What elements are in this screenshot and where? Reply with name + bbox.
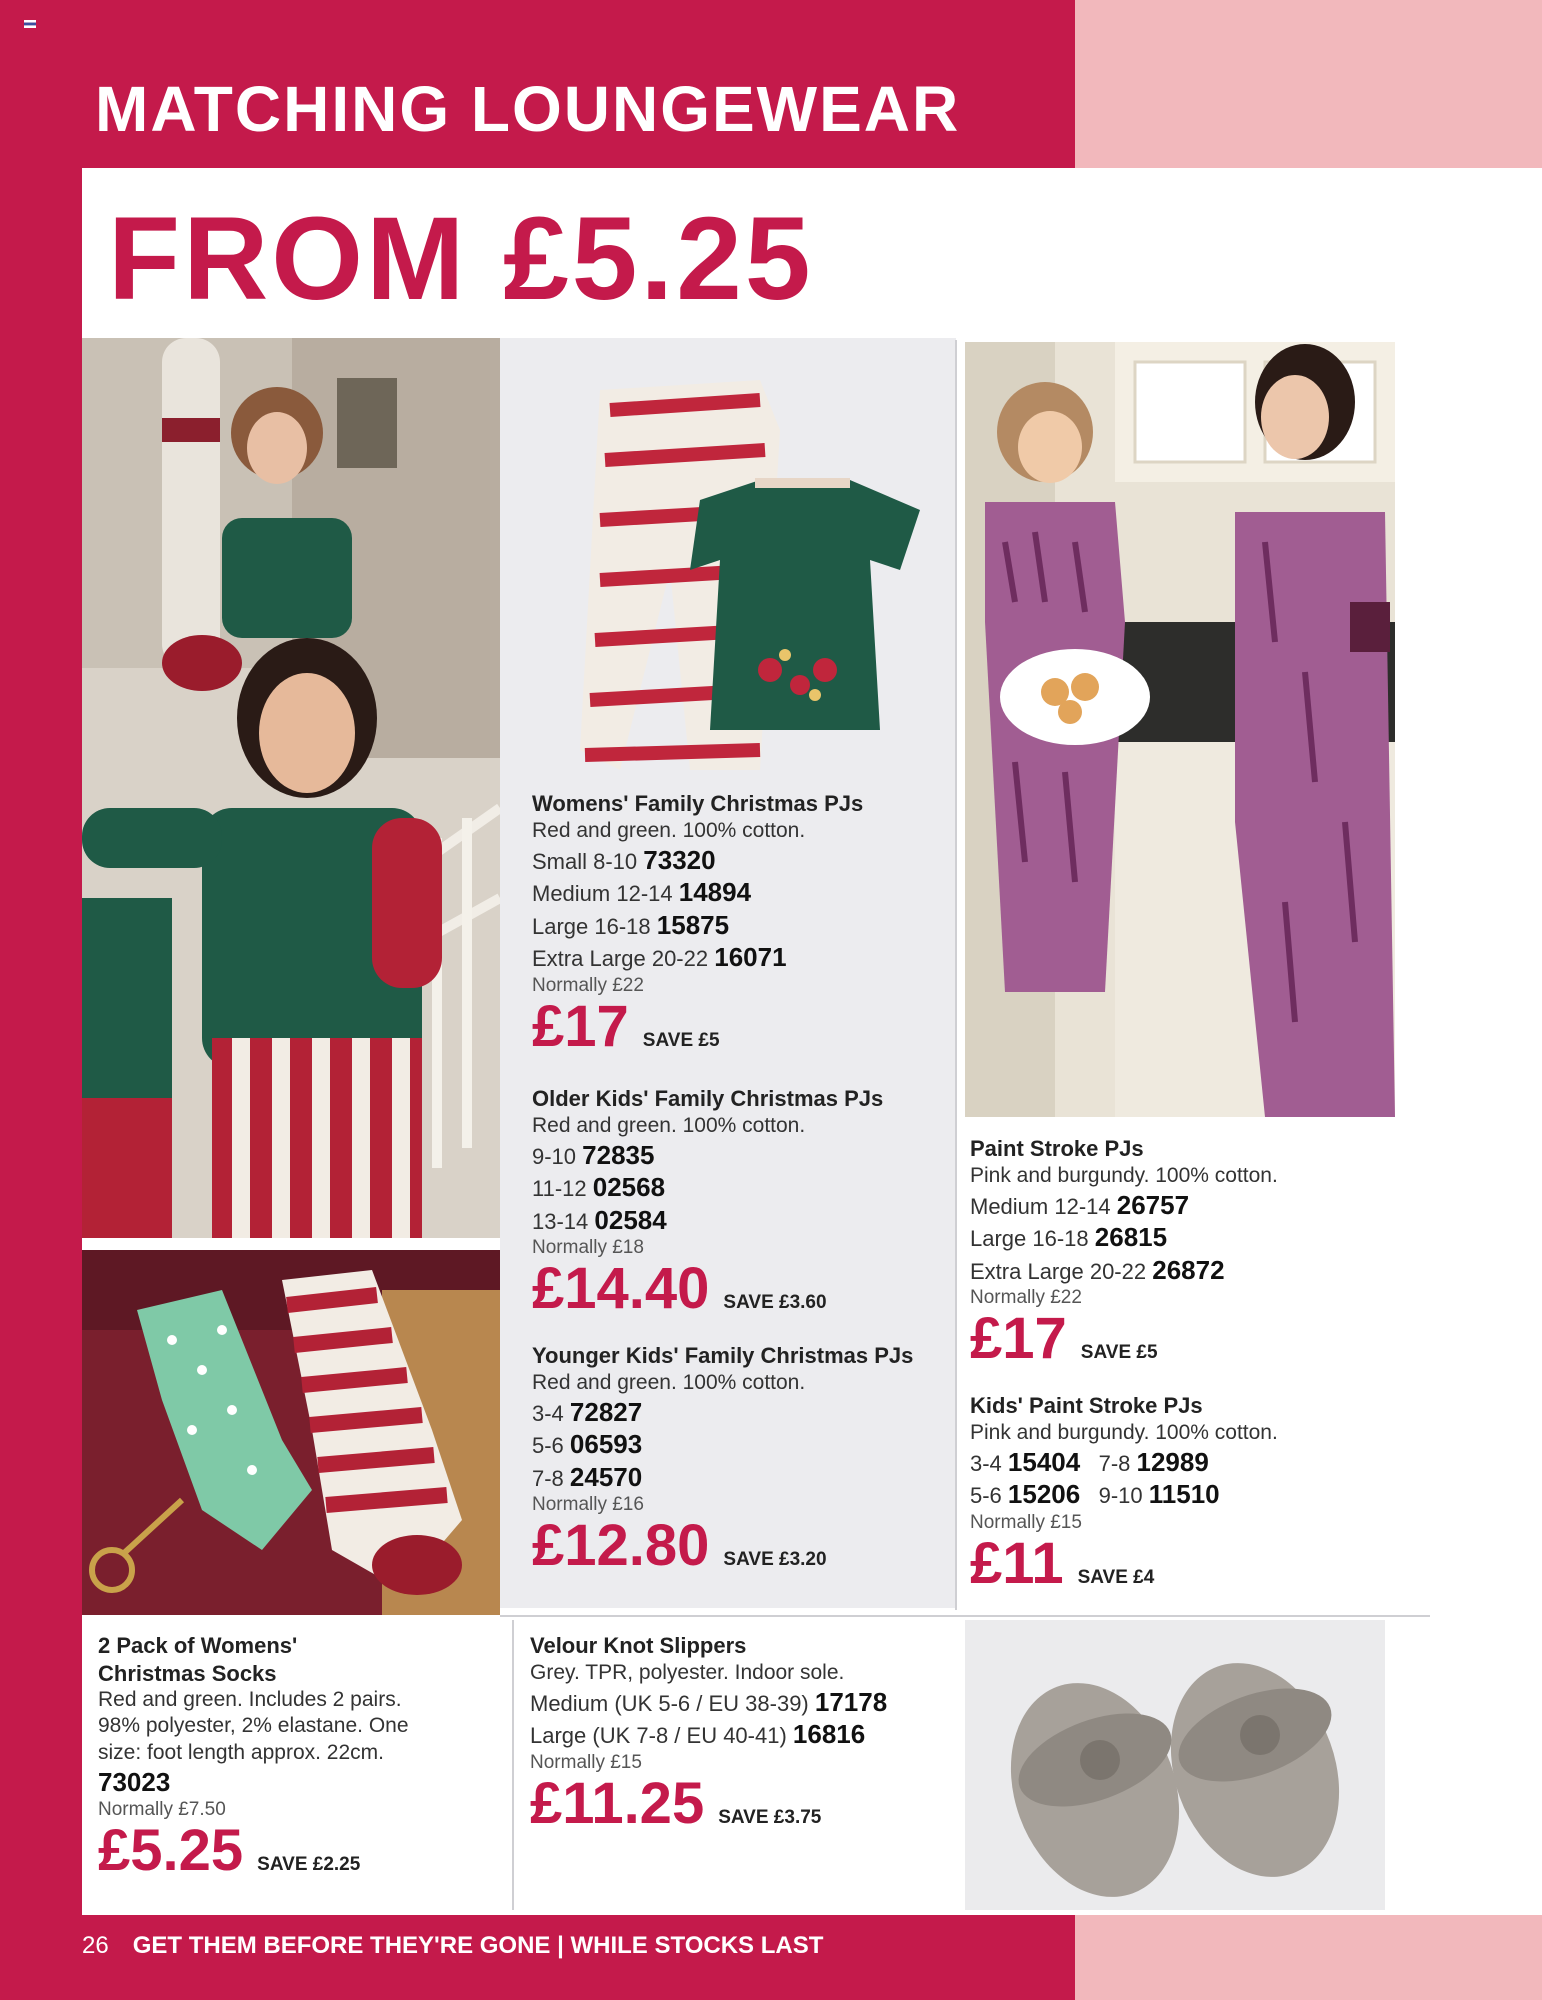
size-line: 5-6 15206 9-10 11510	[970, 1479, 1220, 1510]
product-desc: Red and green. 100% cotton.	[532, 818, 806, 842]
save-badge: SAVE £5	[642, 1029, 720, 1051]
product-desc: Pink and burgundy. 100% cotton.	[970, 1420, 1278, 1444]
size-line: Large 16-18 26815	[970, 1222, 1168, 1253]
sale-price: £5.25	[98, 1818, 244, 1883]
size-line: Medium 12-14 14894	[532, 877, 752, 908]
product-name: Older Kids' Family Christmas PJs	[532, 1086, 884, 1111]
womens-pjs-info	[532, 790, 864, 1059]
normal-price: Normally £16	[532, 1494, 644, 1516]
size-line: Extra Large 20-22 26872	[970, 1254, 1225, 1285]
save-badge: SAVE £3.75	[718, 1806, 822, 1828]
normal-price: Normally £15	[970, 1511, 1082, 1533]
normal-price: Normally £22	[532, 974, 644, 996]
headline-price: FROM £5.25	[108, 193, 814, 325]
size-line: Small 8-10 73320	[532, 844, 716, 875]
footer	[82, 1932, 823, 1960]
normal-price: Normally £22	[970, 1287, 1082, 1309]
paint-stroke-pjs-photo	[965, 342, 1395, 1117]
save-badge: SAVE £5	[1080, 1342, 1158, 1363]
header-pink-block	[1075, 0, 1542, 168]
younger-kids-pjs-info	[532, 1342, 914, 1578]
size-line: 3-4 15404 7-8 12989	[970, 1446, 1209, 1477]
sale-price: £14.40	[532, 1256, 710, 1321]
save-badge: SAVE £4	[1077, 1566, 1155, 1588]
normal-price: Normally £18	[532, 1237, 644, 1259]
older-kids-pjs-info	[532, 1085, 884, 1321]
product-name: Paint Stroke PJs	[970, 1136, 1144, 1161]
slippers-info	[530, 1632, 888, 1836]
paint-stroke-pjs-info	[970, 1135, 1278, 1371]
size-line: Large 16-18 15875	[532, 909, 730, 940]
product-name: Womens' Family Christmas PJs	[532, 791, 864, 816]
product-name: Younger Kids' Family Christmas PJs	[532, 1343, 914, 1368]
size-line: 11-12 02568	[532, 1172, 666, 1203]
product-name: 2 Pack of Womens'	[98, 1633, 298, 1658]
product-desc: size: foot length approx. 22cm.	[98, 1740, 384, 1764]
flag-icon	[24, 20, 36, 28]
size-line: 7-8 24570	[532, 1461, 643, 1492]
product-desc: Red and green. Includes 2 pairs.	[98, 1688, 402, 1711]
footer-pink-block	[1075, 1915, 1542, 2000]
sale-price: £17	[532, 993, 629, 1059]
size-line: 5-6 06593	[532, 1429, 643, 1460]
product-name: Kids' Paint Stroke PJs	[970, 1393, 1203, 1418]
save-badge: SAVE £3.60	[723, 1292, 827, 1313]
product-name: Christmas Socks	[98, 1660, 277, 1686]
product-desc: Red and green. 100% cotton.	[532, 1370, 806, 1394]
velour-slippers-photo	[965, 1620, 1385, 1910]
save-badge: SAVE £3.20	[723, 1549, 827, 1570]
product-desc: Grey. TPR, polyester. Indoor sole.	[530, 1660, 845, 1684]
sale-price: £11.25	[530, 1770, 705, 1836]
size-line: 13-14 02584	[532, 1204, 667, 1235]
left-brand-bar	[0, 0, 82, 2000]
product-desc: 98% polyester, 2% elastane. One	[98, 1714, 409, 1738]
product-name: Velour Knot Slippers	[530, 1633, 747, 1658]
sale-price: £12.80	[532, 1513, 710, 1578]
product-code: 73023	[98, 1766, 171, 1797]
kids-paint-stroke-pjs-info	[970, 1392, 1278, 1596]
row-divider	[500, 1615, 1430, 1617]
size-line: 9-10 72835	[532, 1139, 655, 1170]
product-desc: Pink and burgundy. 100% cotton.	[970, 1163, 1278, 1187]
size-line: Extra Large 20-22 16071	[532, 942, 787, 973]
bottom-column-divider	[512, 1620, 514, 1910]
page-number: 26	[82, 1932, 109, 1959]
size-line: 3-4 72827	[532, 1396, 643, 1427]
family-stairs-photo	[82, 338, 500, 1238]
normal-price: Normally £15	[530, 1751, 642, 1773]
normal-price: Normally £7.50	[98, 1799, 226, 1821]
sale-price: £11	[970, 1530, 1064, 1596]
size-line: Large (UK 7-8 / EU 40-41) 16816	[530, 1719, 866, 1750]
product-desc: Red and green. 100% cotton.	[532, 1113, 806, 1137]
socks-info	[98, 1632, 409, 1883]
column-divider	[955, 340, 957, 1610]
christmas-pjs-product-photo	[560, 370, 930, 790]
size-line: Medium 12-14 26757	[970, 1189, 1190, 1220]
christmas-socks-photo	[82, 1250, 500, 1615]
section-title: MATCHING LOUNGEWEAR	[95, 73, 961, 145]
save-badge: SAVE £2.25	[257, 1854, 361, 1875]
sale-price: £17	[970, 1306, 1067, 1371]
footer-tagline: GET THEM BEFORE THEY'RE GONE | WHILE STOCKS LAST	[132, 1932, 824, 1959]
size-line: Medium (UK 5-6 / EU 38-39) 17178	[530, 1686, 888, 1717]
